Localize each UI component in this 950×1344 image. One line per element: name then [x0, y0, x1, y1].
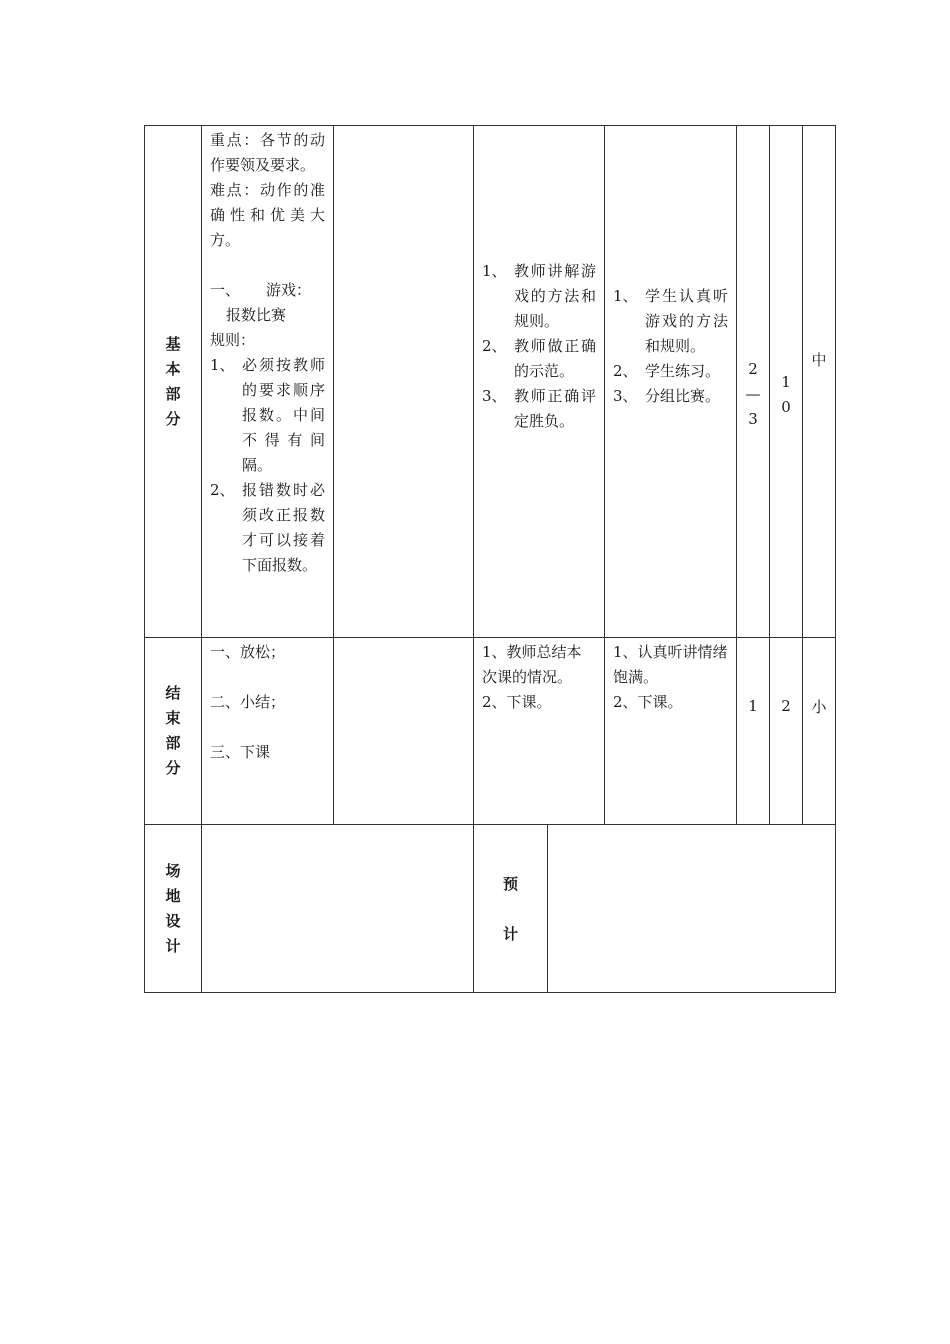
basic-section-label: 基 本 部 分 [145, 126, 202, 638]
rule-item-1: 1、 必须按教师的要求顺序报数。中间不得有间隔。 [210, 356, 325, 474]
ending-time-cell: 2 [770, 638, 803, 825]
focus-text: 重点：各节的动作要领及要求。 [210, 131, 325, 174]
ending-content-cell [202, 638, 334, 825]
ending-student-cell [605, 638, 737, 825]
game-name: 报数比赛 [226, 306, 287, 324]
game-heading: 一、 游戏： [210, 281, 312, 299]
ending-item-2: 二、小结； [210, 693, 286, 711]
ending-teacher-cell [474, 638, 605, 825]
ending-student-item-2: 2、下课。 [613, 693, 683, 711]
basic-teacher-cell [474, 126, 605, 638]
basic-time-cell: 1 0 [770, 126, 803, 638]
teacher-item-3: 3、 教师正确评定胜负。 [482, 387, 597, 430]
venue-design-cell [202, 825, 474, 993]
ending-item-1: 一、放松； [210, 643, 286, 661]
ending-count-cell: 1 [737, 638, 770, 825]
lesson-plan-table [144, 125, 836, 993]
ending-section-label: 结 束 部 分 [145, 638, 202, 825]
ending-organization-cell [334, 638, 474, 825]
student-item-1: 1、 学生认真听游戏的方法和规则。 [613, 287, 729, 355]
estimate-cell [548, 825, 836, 993]
difficulty-text: 难点：动作的准确性和优美大方。 [210, 181, 325, 249]
ending-teacher-item-1: 1、教师总结本次课的情况。 [482, 643, 582, 686]
basic-student-cell [605, 126, 737, 638]
ending-teacher-item-2: 2、下课。 [482, 693, 552, 711]
basic-intensity-cell: 中 [803, 126, 836, 638]
basic-organization-cell [334, 126, 474, 638]
estimate-label: 预 计 [474, 825, 548, 993]
ending-intensity-cell: 小 [803, 638, 836, 825]
basic-count-cell: 2 — 3 [737, 126, 770, 638]
basic-section-row [145, 126, 836, 638]
teacher-item-2: 2、 教师做正确的示范。 [482, 337, 597, 380]
venue-section-label: 场 地 设 计 [145, 825, 202, 993]
basic-content-cell [202, 126, 334, 638]
ending-student-item-1: 1、认真听讲情绪饱满。 [613, 643, 728, 686]
venue-section-row [145, 825, 836, 993]
rules-label: 规则： [210, 331, 256, 349]
rule-item-2: 2、 报错数时必须改正报数才可以接着下面报数。 [210, 481, 325, 574]
ending-item-3: 三、下课 [210, 743, 271, 761]
teacher-item-1: 1、 教师讲解游戏的方法和规则。 [482, 262, 597, 330]
ending-section-row [145, 638, 836, 825]
student-item-3: 3、 分组比赛。 [613, 387, 721, 405]
student-item-2: 2、 学生练习。 [613, 362, 721, 380]
